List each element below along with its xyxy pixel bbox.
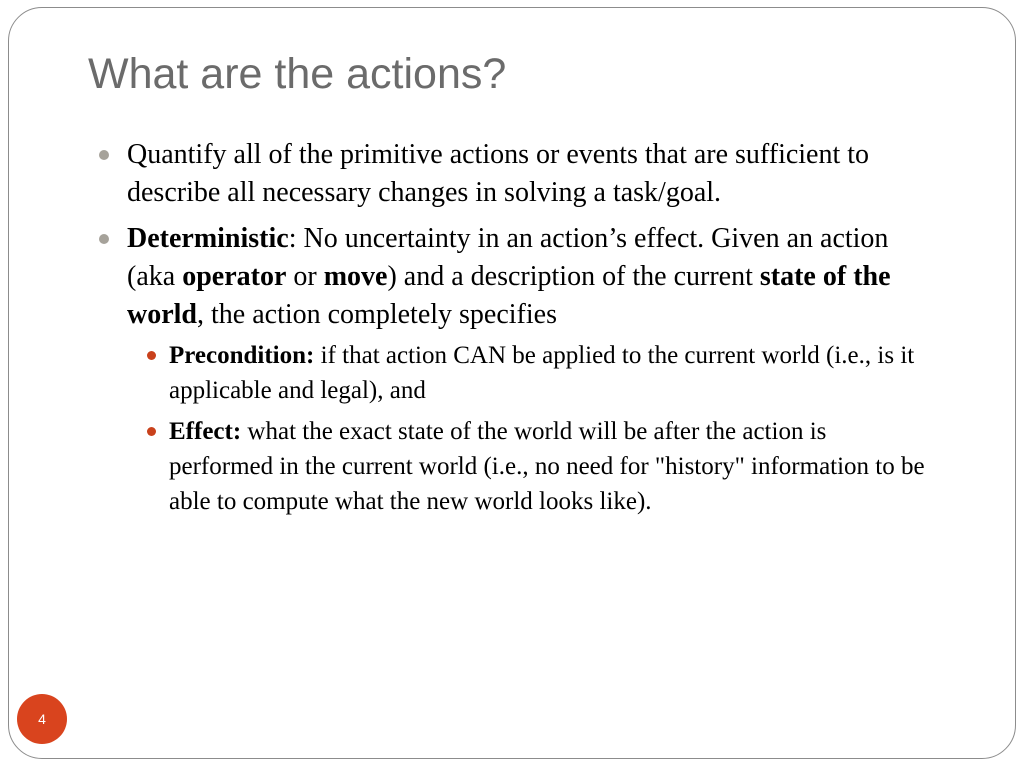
sub-bullet-item-effect [127, 414, 935, 519]
page-number-badge: 4 [17, 694, 67, 744]
sub-bullet-item-precondition [127, 338, 935, 408]
term-effect: Effect: [169, 418, 242, 445]
sub-bullet-dot-icon [147, 351, 156, 360]
bullet-dot-icon [99, 234, 109, 244]
sub-bullet-text: what the exact state of the world will be after the action is performed in the current world (i.e., no need for "history" information to be able to compute what the new world looks like). [169, 418, 925, 515]
sub-bullet-list [127, 338, 935, 519]
term-precondition: Precondition: [169, 342, 315, 369]
bullet-text: , the action completely specifies [197, 299, 557, 330]
term-move: move [323, 261, 388, 292]
bullet-item-deterministic [95, 220, 935, 519]
bullet-text: Quantify all of the primitive actions or events that are sufficient to describe all necessary changes in solving a task/goal. [127, 139, 870, 208]
term-state-of-the-world: state of the world [127, 261, 891, 330]
bullet-dot-icon [99, 150, 109, 160]
bullet-text: ) and a description of the current [387, 261, 760, 292]
term-deterministic: Deterministic [127, 223, 289, 254]
slide-title: What are the actions? [88, 50, 507, 98]
sub-bullet-text: if that action CAN be applied to the current world (i.e., is it applicable and legal), and [169, 342, 915, 404]
sub-bullet-dot-icon [147, 427, 156, 436]
bullet-item-quantify [95, 136, 935, 212]
bullet-text: : No uncertainty in an action’s effect. Given an action (aka [127, 223, 889, 292]
bullet-list [95, 136, 935, 519]
slide-body [95, 136, 935, 527]
term-operator: operator [182, 261, 287, 292]
bullet-text: or [286, 261, 324, 292]
